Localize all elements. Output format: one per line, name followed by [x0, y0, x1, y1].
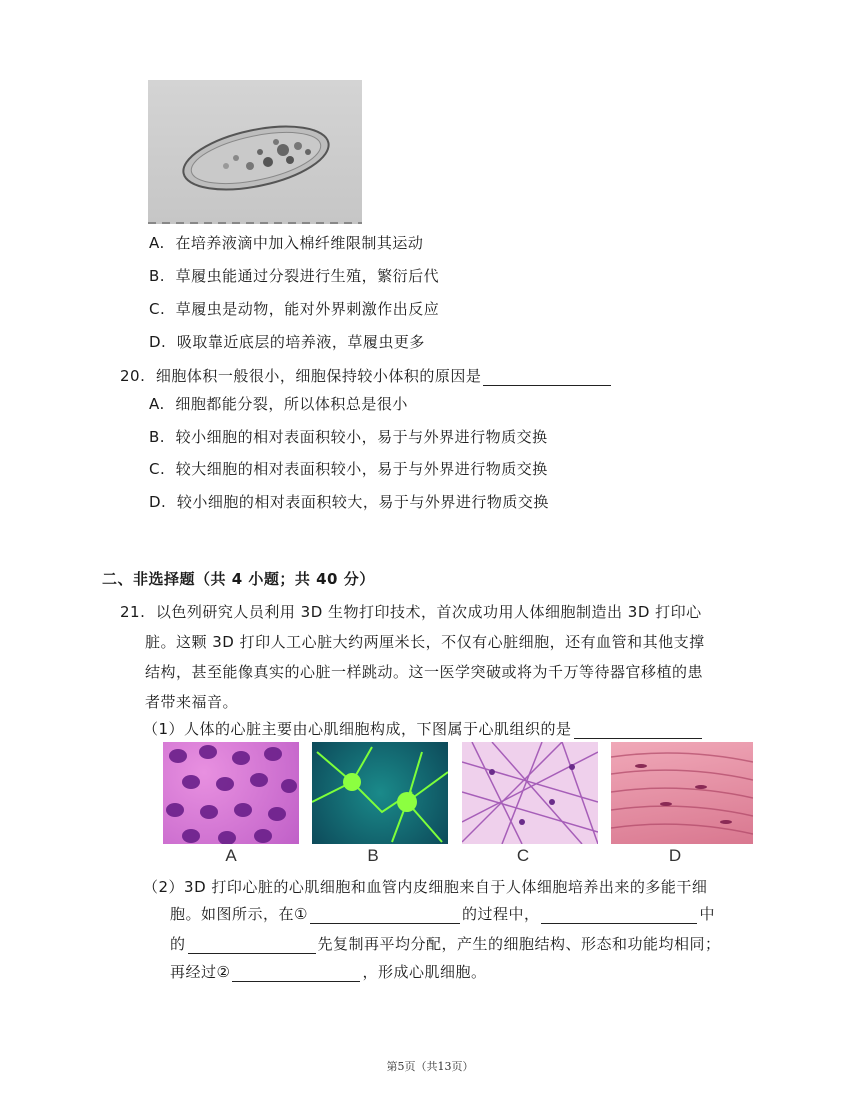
q21-sub2-line-3: 的 先复制再平均分配，产生的细胞结构、形态和功能均相同； — [170, 935, 721, 953]
answer-blank[interactable] — [541, 907, 697, 924]
tissue-image-c — [462, 742, 598, 844]
image-label-a: A — [225, 846, 237, 865]
q20-option-b: B. 较小细胞的相对表面积较小，易于与外界进行物质交换 — [149, 428, 548, 446]
answer-blank[interactable] — [232, 965, 360, 982]
q21-sub1: （1）人体的心脏主要由心肌细胞构成，下图属于心肌组织的是 — [143, 719, 704, 739]
q21-sub2-line-1: （2）3D 打印心脏的心肌细胞和血管内皮细胞来自于人体细胞培养出来的多能干细 — [143, 878, 708, 896]
q21-sub2-line-4: 再经过② ，形成心肌细胞。 — [170, 963, 487, 981]
q19-option-a: A. 在培养液滴中加入棉纤维限制其运动 — [149, 234, 424, 252]
paramecium-image — [148, 80, 362, 224]
tissue-image-a — [163, 742, 299, 844]
image-label-c: C — [516, 846, 530, 865]
answer-blank[interactable] — [310, 907, 460, 924]
page-footer: 第5页（共13页） — [386, 1060, 474, 1073]
q21-line-2: 脏。这颗 3D 打印人工心脏大约两厘米长，不仅有心脏细胞，还有血管和其他支撑 — [145, 633, 705, 651]
q21-line-3: 结构，甚至能像真实的心脏一样跳动。这一医学突破或将为千万等待器官移植的患 — [145, 663, 704, 681]
section-heading: 二、非选择题（共 4 小题；共 40 分） — [102, 570, 375, 588]
image-label-b: B — [367, 846, 379, 865]
tissue-image-d — [611, 742, 753, 844]
q20-option-d: D. 较小细胞的相对表面积较大，易于与外界进行物质交换 — [149, 493, 549, 511]
q20-stem: 20. 细胞体积一般很小，细胞保持较小体积的原因是 — [120, 366, 613, 386]
q20-option-a: A. 细胞都能分裂，所以体积总是很小 — [149, 395, 408, 413]
q21-line-4: 者带来福音。 — [145, 693, 239, 711]
q19-option-b: B. 草履虫能通过分裂进行生殖，繁衍后代 — [149, 267, 440, 285]
q21-line-1: 21. 以色列研究人员利用 3D 生物打印技术，首次成功用人体细胞制造出 3D 打印心 — [120, 603, 702, 621]
answer-blank[interactable] — [574, 722, 702, 739]
q20-option-c: C. 较大细胞的相对表面积较小，易于与外界进行物质交换 — [149, 460, 548, 478]
q21-sub2-line-2: 胞。如图所示，在① 的过程中， 中 — [170, 905, 715, 923]
q19-option-d: D. 吸取靠近底层的培养液，草履虫更多 — [149, 333, 425, 351]
tissue-image-b — [312, 742, 448, 844]
answer-blank[interactable] — [483, 369, 611, 386]
q19-option-c: C. 草履虫是动物，能对外界刺激作出反应 — [149, 300, 440, 318]
image-label-d: D — [668, 846, 682, 865]
answer-blank[interactable] — [188, 937, 316, 954]
